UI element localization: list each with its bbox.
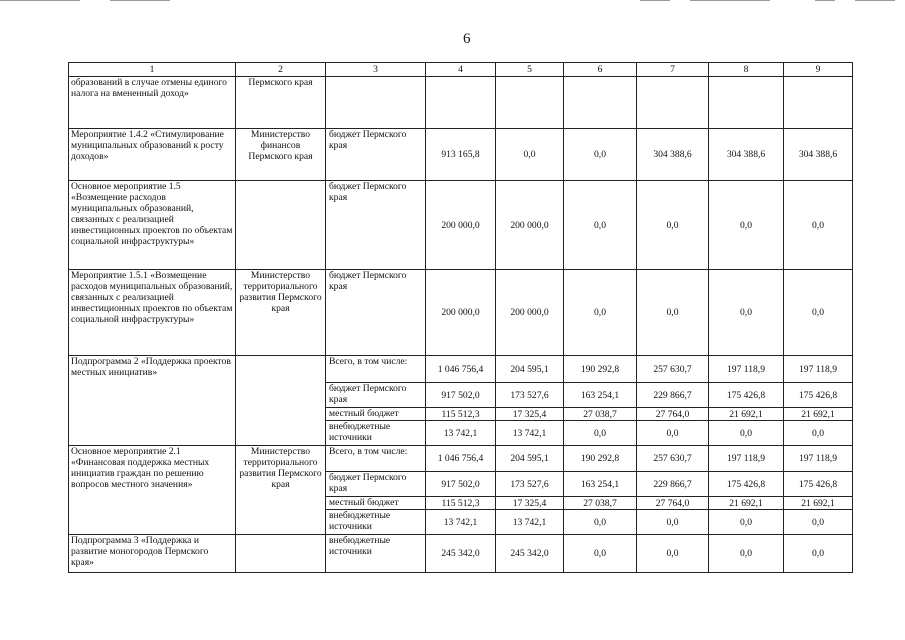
- scan-edge-line: [815, 0, 835, 1]
- column-header: 7: [637, 63, 709, 77]
- amount-year: 304 388,6: [709, 129, 784, 181]
- amount-year: 0,0: [564, 421, 637, 446]
- table-row: [69, 129, 853, 181]
- amount-year: 304 388,6: [784, 129, 853, 181]
- amount-year: 0,0: [637, 181, 709, 270]
- amount-year: 175 426,8: [709, 383, 784, 408]
- amount-year: 0,0: [564, 270, 637, 356]
- amount-year: 0,0: [709, 270, 784, 356]
- scan-edge-line: [110, 0, 170, 1]
- amount-total: 13 742,1: [426, 510, 496, 535]
- funding-source: внебюджетные источники: [326, 510, 426, 535]
- amount-year: 27 764,0: [637, 497, 709, 510]
- amount-year: 0,0: [709, 181, 784, 270]
- column-header: 9: [784, 63, 853, 77]
- amount-year: 197 118,9: [784, 356, 853, 383]
- amount-year: 0,0: [784, 510, 853, 535]
- amount-year: [709, 77, 784, 129]
- amount-year: 21 692,1: [709, 408, 784, 421]
- amount-year: 0,0: [784, 181, 853, 270]
- amount-total: 200 000,0: [426, 181, 496, 270]
- activity-name: Основное мероприятие 2.1 «Финансовая поддержка местных инициатив граждан по решению вопросов местного значения»: [69, 446, 236, 535]
- amount-year: 175 426,8: [709, 472, 784, 497]
- amount-year: 0,0: [784, 270, 853, 356]
- amount-year: 229 866,7: [637, 472, 709, 497]
- amount-year: [637, 77, 709, 129]
- table-row: [69, 270, 853, 356]
- funding-source: Всего, в том числе:: [326, 356, 426, 383]
- column-header: 4: [426, 63, 496, 77]
- amount-total: 200 000,0: [426, 270, 496, 356]
- funding-source: внебюджетные источники: [326, 535, 426, 573]
- executor: [236, 535, 326, 573]
- activity-name: Мероприятие 1.5.1 «Возмещение расходов муниципальных образований, связанных с реализацией инвестиционных проектов по объектам социальной инфраструктуры»: [69, 270, 236, 356]
- funding-source: бюджет Пермского края: [326, 270, 426, 356]
- amount-total: 115 512,3: [426, 497, 496, 510]
- amount-year: 173 527,6: [496, 383, 564, 408]
- scan-edge-line: [0, 0, 80, 1]
- amount-year: 175 426,8: [784, 383, 853, 408]
- amount-total: [426, 77, 496, 129]
- amount-year: 0,0: [784, 421, 853, 446]
- funding-source: бюджет Пермского края: [326, 129, 426, 181]
- funding-source: [326, 77, 426, 129]
- amount-total: 245 342,0: [426, 535, 496, 573]
- amount-total: 1 046 756,4: [426, 446, 496, 472]
- amount-year: 27 038,7: [564, 408, 637, 421]
- amount-year: 197 118,9: [784, 446, 853, 472]
- amount-total: 115 512,3: [426, 408, 496, 421]
- executor: Пермского края: [236, 77, 326, 129]
- amount-year: 0,0: [784, 535, 853, 573]
- amount-total: 13 742,1: [426, 421, 496, 446]
- amount-year: 0,0: [564, 129, 637, 181]
- scan-edge-line: [855, 0, 895, 1]
- amount-year: 190 292,8: [564, 446, 637, 472]
- amount-year: 204 595,1: [496, 446, 564, 472]
- funding-source: Всего, в том числе:: [326, 446, 426, 472]
- amount-year: 0,0: [637, 535, 709, 573]
- amount-total: 1 046 756,4: [426, 356, 496, 383]
- executor: [236, 181, 326, 270]
- amount-total: 917 502,0: [426, 472, 496, 497]
- scan-edge-line: [640, 0, 670, 1]
- amount-year: 257 630,7: [637, 356, 709, 383]
- funding-source: внебюджетные источники: [326, 421, 426, 446]
- budget-table: [68, 62, 853, 573]
- amount-year: 0,0: [709, 421, 784, 446]
- funding-source: местный бюджет: [326, 497, 426, 510]
- column-number-row: [69, 63, 853, 77]
- amount-year: 163 254,1: [564, 383, 637, 408]
- table-row: [69, 535, 853, 573]
- amount-year: 0,0: [496, 129, 564, 181]
- amount-year: 200 000,0: [496, 181, 564, 270]
- amount-year: 0,0: [709, 510, 784, 535]
- amount-year: 175 426,8: [784, 472, 853, 497]
- amount-year: 190 292,8: [564, 356, 637, 383]
- column-header: 8: [709, 63, 784, 77]
- amount-year: 257 630,7: [637, 446, 709, 472]
- amount-year: 27 038,7: [564, 497, 637, 510]
- table-row: [69, 77, 853, 129]
- amount-year: 17 325,4: [496, 497, 564, 510]
- amount-year: 0,0: [564, 535, 637, 573]
- amount-year: 197 118,9: [709, 446, 784, 472]
- amount-total: 913 165,8: [426, 129, 496, 181]
- amount-year: 21 692,1: [784, 497, 853, 510]
- amount-year: 197 118,9: [709, 356, 784, 383]
- amount-year: 13 742,1: [496, 510, 564, 535]
- amount-year: 0,0: [637, 270, 709, 356]
- funding-source: бюджет Пермского края: [326, 383, 426, 408]
- amount-total: 917 502,0: [426, 383, 496, 408]
- amount-year: 0,0: [709, 535, 784, 573]
- activity-name: Основное мероприятие 1.5 «Возмещение расходов муниципальных образований, связанных с реализацией инвестиционных проектов по объектам социальной инфраструктуры»: [69, 181, 236, 270]
- activity-name: образований в случае отмены единого налога на вмененный доход»: [69, 77, 236, 129]
- amount-year: [496, 77, 564, 129]
- activity-name: Мероприятие 1.4.2 «Стимулирование муниципальных образований к росту доходов»: [69, 129, 236, 181]
- executor: Министерство территориального развития Пермского края: [236, 270, 326, 356]
- amount-year: 304 388,6: [637, 129, 709, 181]
- amount-year: 21 692,1: [709, 497, 784, 510]
- executor: Министерство территориального развития Пермского края: [236, 446, 326, 535]
- amount-year: [564, 77, 637, 129]
- amount-year: 0,0: [564, 181, 637, 270]
- funding-source: бюджет Пермского края: [326, 472, 426, 497]
- activity-name: Подпрограмма 2 «Поддержка проектов местных инициатив»: [69, 356, 236, 446]
- amount-year: 245 342,0: [496, 535, 564, 573]
- scan-edge-line: [690, 0, 770, 1]
- amount-year: 0,0: [564, 510, 637, 535]
- column-header: 5: [496, 63, 564, 77]
- table-row: [69, 446, 853, 472]
- column-header: 1: [69, 63, 236, 77]
- executor: Министерство финансов Пермского края: [236, 129, 326, 181]
- amount-year: 17 325,4: [496, 408, 564, 421]
- funding-source: бюджет Пермского края: [326, 181, 426, 270]
- amount-year: 27 764,0: [637, 408, 709, 421]
- amount-year: 163 254,1: [564, 472, 637, 497]
- amount-year: 0,0: [637, 421, 709, 446]
- executor: [236, 356, 326, 446]
- column-header: 2: [236, 63, 326, 77]
- amount-year: [784, 77, 853, 129]
- table-row: [69, 356, 853, 383]
- amount-year: 0,0: [637, 510, 709, 535]
- amount-year: 173 527,6: [496, 472, 564, 497]
- amount-year: 204 595,1: [496, 356, 564, 383]
- page-number: 6: [463, 31, 471, 47]
- amount-year: 200 000,0: [496, 270, 564, 356]
- activity-name: Подпрограмма 3 «Поддержка и развитие моногородов Пермского края»: [69, 535, 236, 573]
- column-header: 6: [564, 63, 637, 77]
- column-header: 3: [326, 63, 426, 77]
- amount-year: 21 692,1: [784, 408, 853, 421]
- table-row: [69, 181, 853, 270]
- amount-year: 229 866,7: [637, 383, 709, 408]
- amount-year: 13 742,1: [496, 421, 564, 446]
- funding-source: местный бюджет: [326, 408, 426, 421]
